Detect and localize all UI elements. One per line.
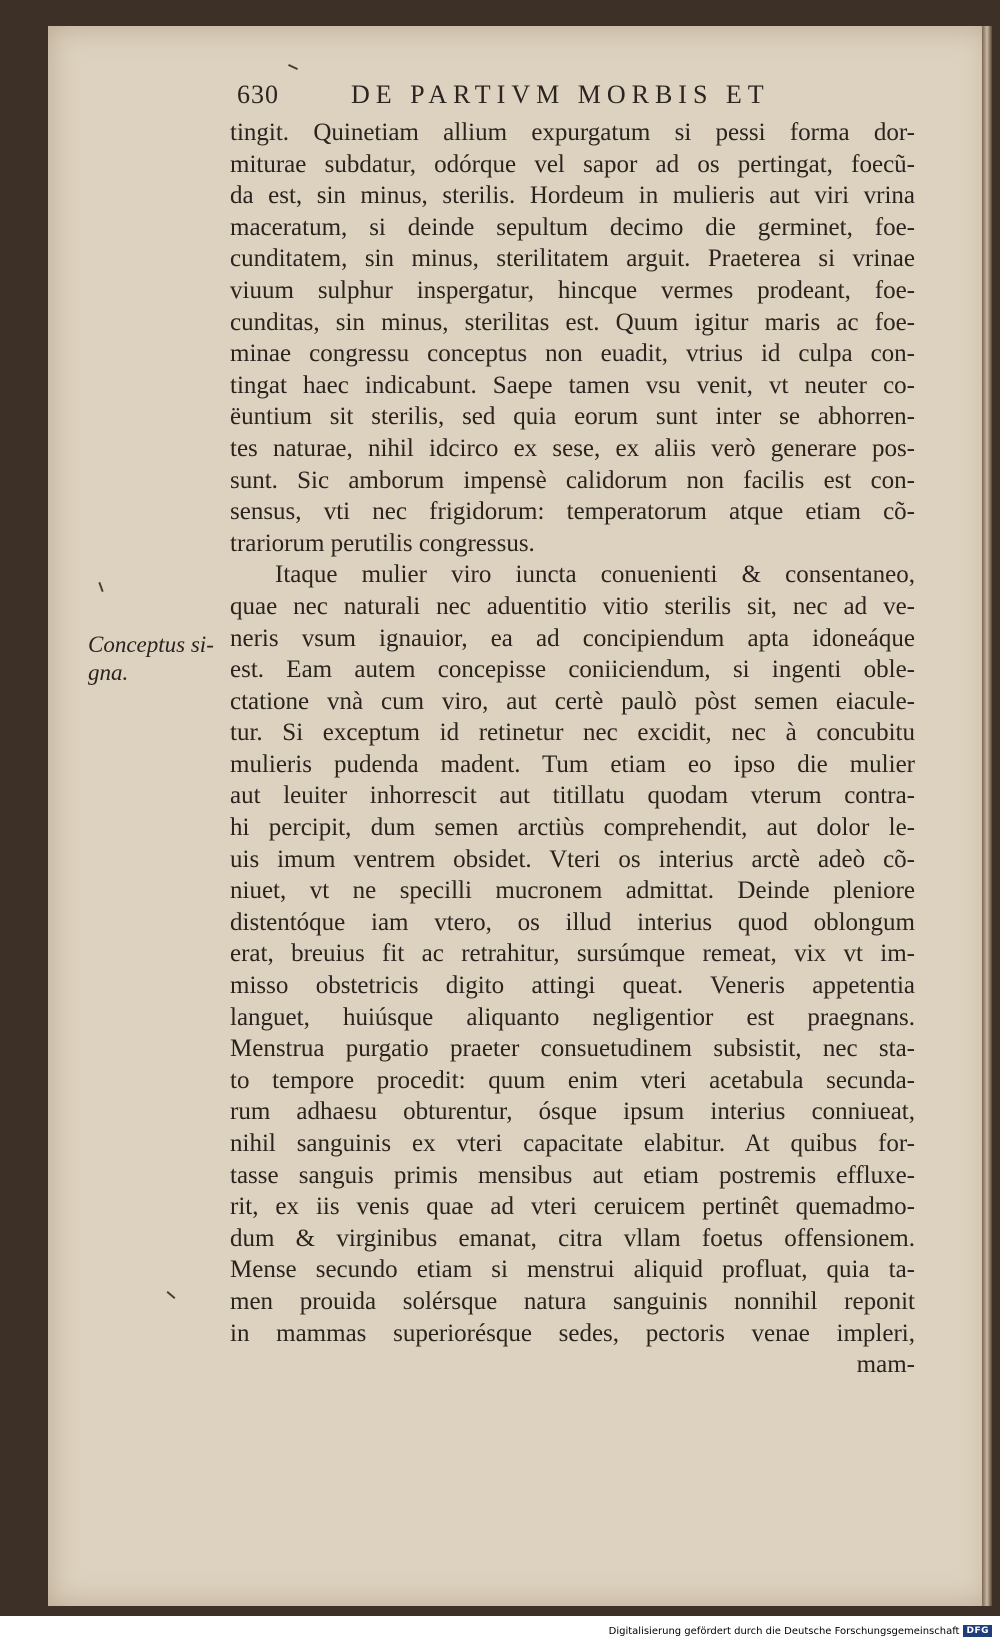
- text-line: neris vsum ignauior, ea ad concipiendum apta idoneáque: [230, 624, 915, 652]
- text-line: dum & virginibus emanat, citra vllam foetus offensionem.: [230, 1224, 915, 1252]
- running-head: [237, 80, 837, 116]
- text-line: Menstrua purgatio praeter consuetudinem subsistit, nec sta-: [230, 1035, 915, 1063]
- text-line: da est, sin minus, sterilis. Hordeum in mulieris aut viri vrina: [230, 182, 915, 210]
- text-line: sensus, vti nec frigidorum: temperatorum atque etiam cõ-: [230, 498, 915, 526]
- text-line: tingit. Quinetiam allium expurgatum si pessi forma dor-: [230, 119, 915, 146]
- page-number: 630: [237, 80, 279, 109]
- text-line: ctatione vnà cum viro, aut certè paulò pòst semen eiacule-: [230, 687, 915, 715]
- text-line: minae congressu conceptus non euadit, vtrius id culpa con-: [230, 340, 915, 368]
- text-line: to tempore procedit: quum enim vteri acetabula secunda-: [230, 1066, 915, 1094]
- text-line: cunditatem, sin minus, sterilitatem arguit. Praeterea si vrinae: [230, 245, 915, 273]
- text-line: ëuntium sit sterilis, sed quia eorum sunt inter se abhorren-: [230, 403, 915, 431]
- dfg-logo: DFG: [963, 1625, 992, 1637]
- text-line: distentóque iam vtero, os illud interius quod oblongum: [230, 908, 915, 936]
- text-line: trariorum perutilis congressus.: [230, 529, 535, 557]
- text-line: Itaque mulier viro iuncta conuenienti & consentaneo,: [275, 561, 915, 589]
- text-line: tes naturae, nihil idcirco ex sese, ex aliis verò generare pos-: [230, 434, 915, 462]
- credit-text: Digitalisierung gefördert durch die Deutsche Forschungsgemeinschaft: [608, 1625, 960, 1637]
- text-line: est. Eam autem concepisse coniiciendum, si ingenti oble-: [230, 656, 915, 684]
- ink-mark: [288, 64, 298, 70]
- text-line: uis imum ventrem obsidet. Vteri os interius arctè adeò cõ-: [230, 845, 915, 873]
- text-line: misso obstetricis digito attingi queat. Veneris appetentia: [230, 972, 915, 1000]
- text-line: languet, huiúsque aliquanto negligentior est praegnans.: [230, 1003, 915, 1031]
- text-line: tingat haec indicabunt. Saepe tamen vsu venit, vt neuter co-: [230, 371, 915, 399]
- text-line: viuum sulphur inspergatur, hincque vermes prodeant, foe-: [230, 276, 915, 304]
- catchword: mam-: [856, 1351, 915, 1379]
- marginal-note-line: Conceptus si-: [88, 632, 214, 657]
- ink-mark: [167, 1291, 176, 1299]
- text-line: rit, ex iis venis quae ad vteri ceruicem pertinêt quemadmo-: [230, 1193, 915, 1221]
- running-title: DE PARTIVM MORBIS ET: [351, 80, 770, 109]
- text-line: cunditas, sin minus, sterilitas est. Quum igitur maris ac foe-: [230, 308, 915, 336]
- text-line: rum adhaesu obturentur, ósque ipsum interius conniueat,: [230, 1098, 915, 1126]
- text-line: erat, breuius fit ac retrahitur, sursúmque remeat, vix vt im-: [230, 940, 915, 968]
- text-line: Mense secundo etiam si menstrui aliquid profluat, quia ta-: [230, 1256, 915, 1284]
- text-line: quae nec naturali nec aduentitio vitio sterilis sit, nec ad ve-: [230, 592, 915, 620]
- body-text: [230, 117, 915, 1381]
- text-line: hi percipit, dum semen arctiùs comprehendit, aut dolor le-: [230, 814, 915, 842]
- text-line: aut leuiter inhorrescit aut titillatu quodam vterum contra-: [230, 782, 915, 810]
- text-line: maceratum, si deinde sepultum decimo die germinet, foe-: [230, 213, 915, 241]
- text-line: sunt. Sic amborum impensè calidorum non facilis est con-: [230, 466, 915, 494]
- text-line: in mammas superiorésque sedes, pectoris venae impleri,: [230, 1319, 915, 1347]
- text-line: nihil sanguinis ex vteri capacitate elabitur. At quibus for-: [230, 1130, 915, 1157]
- text-line: miturae subdatur, odórque vel sapor ad os pertingat, foecũ-: [230, 150, 915, 178]
- text-line: men prouida solérsque natura sanguinis nonnihil reponit: [230, 1287, 915, 1315]
- text-line: tur. Si exceptum id retinetur nec excidit, nec à concubitu: [230, 719, 915, 747]
- marginal-note-line: gna.: [88, 660, 129, 685]
- text-line: tasse sanguis primis mensibus aut etiam postremis effluxe-: [230, 1161, 915, 1189]
- text-line: niuet, vt ne specilli mucronem admittat. Deinde pleniore: [230, 877, 915, 905]
- ink-mark: [98, 582, 103, 592]
- marginal-note: [88, 631, 228, 687]
- digitization-credit: [609, 1624, 992, 1638]
- text-line: mulieris pudenda madent. Tum etiam eo ipso die mulier: [230, 750, 915, 778]
- page-edge: [982, 26, 992, 1606]
